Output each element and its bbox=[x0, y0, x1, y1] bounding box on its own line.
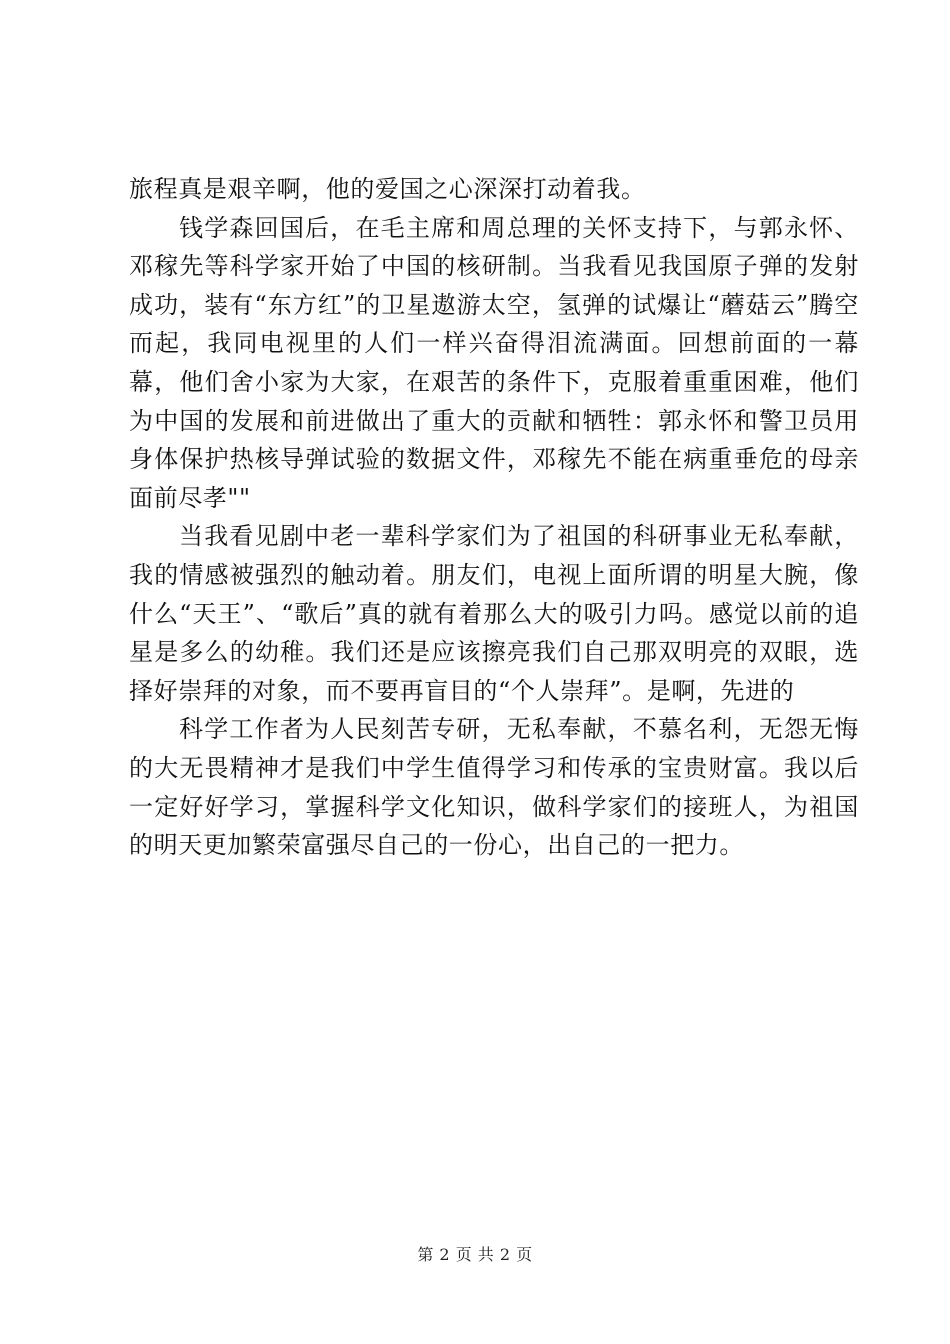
paragraph-2: 钱学森回国后，在毛主席和周总理的关怀支持下，与郭永怀、邓稼先等科学家开始了中国的核研制。当我看见我国原子弹的发射成功，装有“东方红”的卫星遨游太空，氢弹的试爆让“蘑菇云”腾空而起，我同电视里的人们一样兴奋得泪流满面。回想前面的一幕幕，他们舍小家为大家，在艰苦的条件下，克服着重重困难，他们为中国的发展和前进做出了重大的贡献和牺牲：郭永怀和警卫员用身体保护热核导弹试验的数据文件，邓稼先不能在病重垂危的母亲面前尽孝"" bbox=[129, 213, 859, 512]
paragraph-1: 旅程真是艰辛啊，他的爱国之心深深打动着我。 bbox=[129, 175, 646, 203]
document-body bbox=[129, 170, 859, 865]
paragraph-3: 当我看见剧中老一辈科学家们为了祖国的科研事业无私奉献，我的情感被强烈的触动着。朋友们，电视上面所谓的明星大腕，像什么“天王”、“歌后”真的就有着那么大的吸引力吗。感觉以前的追星是多么的幼稚。我们还是应该擦亮我们自己那双明亮的双眼，选择好崇拜的对象，而不要再盲目的“个人崇拜”。是啊，先进的 bbox=[129, 522, 859, 705]
page-number-footer: 第 2 页 共 2 页 bbox=[417, 1245, 533, 1264]
paragraph-4: 科学工作者为人民刻苦专研，无私奉献，不慕名利，无怨无悔的大无畏精神才是我们中学生值得学习和传承的宝贵财富。我以后一定好好学习，掌握科学文化知识，做科学家们的接班人，为祖国的明天更加繁荣富强尽自己的一份心，出自己的一把力。 bbox=[129, 715, 859, 860]
